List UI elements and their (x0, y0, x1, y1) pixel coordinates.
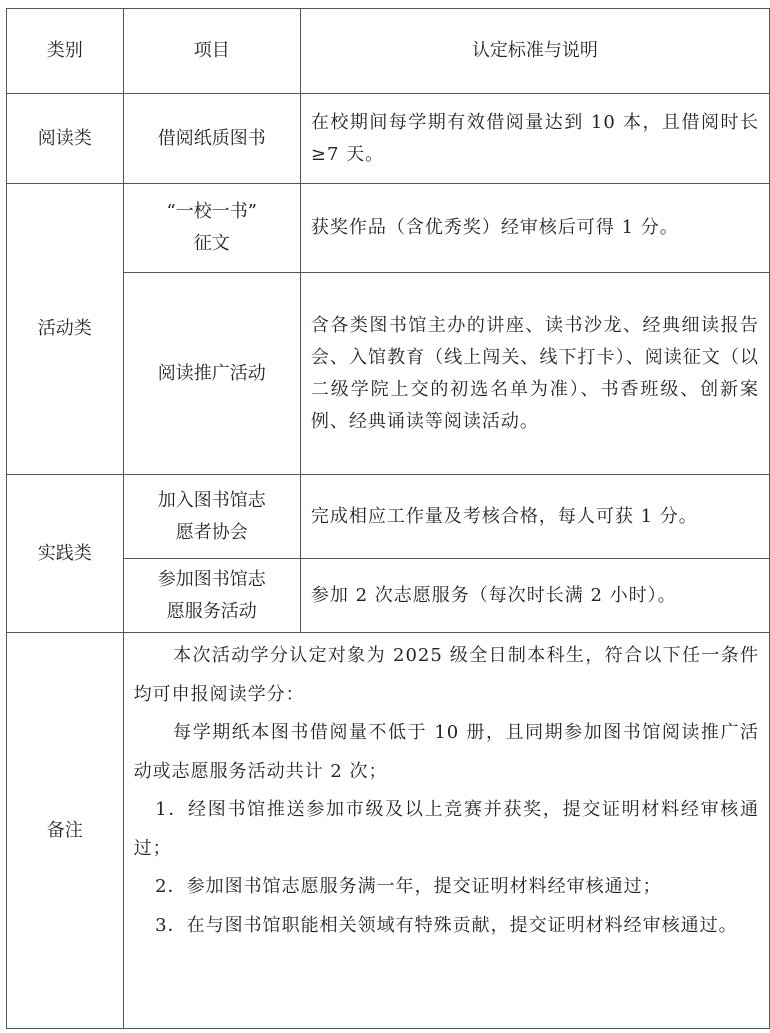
item-volunteer-service (123, 559, 300, 633)
item-reading-promotion: 阅读推广活动 (123, 273, 300, 475)
table-row-notes (7, 633, 770, 1029)
credit-criteria-table (6, 8, 770, 1029)
table-row-practice-join (7, 475, 770, 559)
notes-paragraph-1: 本次活动学分认定对象为 2025 级全日制本科生，符合以下任一条件均可申报阅读学分： (133, 645, 759, 705)
item-service-line2: 愿服务活动 (166, 600, 257, 622)
header-criteria: 认定标准与说明 (300, 9, 769, 94)
category-activity: 活动类 (7, 184, 124, 475)
notes-paragraph-5: 3．在与图书馆职能相关领域有特殊贡献，提交证明材料经审核通过。 (155, 914, 738, 936)
criteria-borrow-books: 在校期间每学期有效借阅量达到 10 本，且借阅时长≥7 天。 (300, 94, 769, 184)
item-essay (123, 184, 300, 273)
item-join-line1: 加入图书馆志 (157, 489, 266, 511)
item-essay-line1: “一校一书” (166, 201, 257, 222)
item-service-line1: 参加图书馆志 (157, 568, 266, 590)
item-join-line2: 愿者协会 (175, 521, 248, 543)
header-category: 类别 (7, 9, 124, 94)
criteria-essay: 获奖作品（含优秀奖）经审核后可得 1 分。 (300, 184, 769, 273)
category-reading: 阅读类 (7, 94, 124, 184)
notes-paragraph-4: 2．参加图书馆志愿服务满一年，提交证明材料经审核通过； (155, 876, 662, 897)
table-row-activity-essay (7, 184, 770, 273)
table-row-reading (7, 94, 770, 184)
criteria-reading-promotion: 含各类图书馆主办的讲座、读书沙龙、经典细读报告会、入馆教育（线上闯关、线下打卡）、阅读征文（以二级学院上交的初选名单为准）、书香班级、创新案例、经典诵读等阅读活动。 (300, 273, 769, 475)
item-essay-line2: 征文 (193, 233, 230, 254)
notes-content (123, 633, 769, 1029)
category-practice: 实践类 (7, 475, 124, 633)
notes-paragraph-3: 1．经图书馆推送参加市级及以上竞赛并获奖，提交证明材料经审核通过； (133, 799, 759, 859)
item-borrow-books: 借阅纸质图书 (123, 94, 300, 184)
notes-paragraph-2: 每学期纸本图书借阅量不低于 10 册，且同期参加图书馆阅读推广活动或志愿服务活动共计 2 次； (133, 722, 759, 782)
header-item: 项目 (123, 9, 300, 94)
category-notes: 备注 (7, 633, 124, 1029)
criteria-join-volunteers: 完成相应工作量及考核合格，每人可获 1 分。 (300, 475, 769, 559)
header-row (7, 9, 770, 94)
item-join-volunteers (123, 475, 300, 559)
criteria-volunteer-service: 参加 2 次志愿服务（每次时长满 2 小时）。 (300, 559, 769, 633)
